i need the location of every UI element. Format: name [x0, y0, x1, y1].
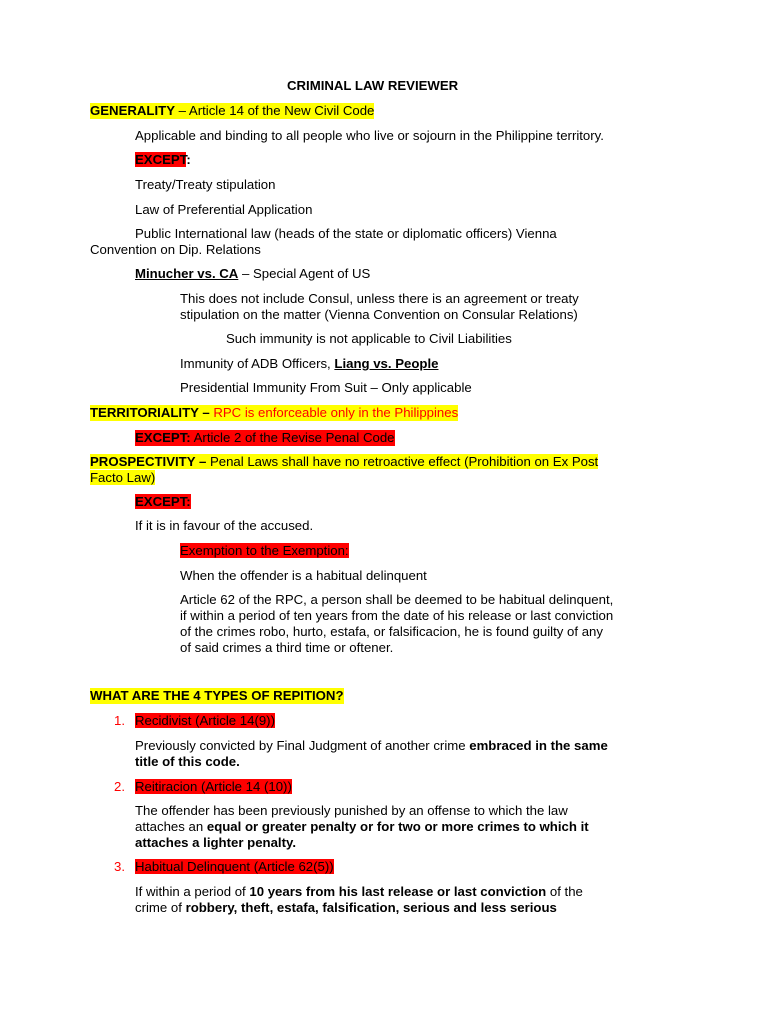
art62-line4: of said crimes a third time or oftener. [180, 640, 394, 655]
generality-except [135, 152, 191, 168]
art62-line2: if within a period of ten years from the date of his release or last conviction [180, 608, 614, 623]
territoriality-heading-rest: RPC is enforceable only in the Philippines [209, 405, 459, 420]
recidivist-desc-line2: title of this code. [135, 754, 240, 769]
prospectivity-except [135, 494, 191, 510]
habitual-desc-bold: 10 years from his last release or last conviction [249, 884, 547, 899]
except-preferential: Law of Preferential Application [135, 202, 313, 217]
except-public-intl-line1: Public International law (heads of the state or diplomatic officers) Vienna [135, 226, 557, 241]
favour-accused: If it is in favour of the accused. [135, 518, 314, 533]
page-title: CRIMINAL LAW REVIEWER [287, 78, 459, 93]
art62-line1: Article 62 of the RPC, a person shall be deemed to be habitual delinquent, [180, 592, 614, 607]
reitiracion-desc-text: attaches an [135, 819, 207, 834]
recidivist-desc-line1 [135, 738, 608, 754]
except-public-intl-line2: Convention on Dip. Relations [90, 242, 261, 257]
reitiracion-desc-line1: The offender has been previously punished by an offense to which the law [135, 803, 568, 818]
territoriality-heading [90, 405, 458, 421]
territoriality-except-rest: Article 2 of the Revise Penal Code [190, 430, 395, 445]
prospectivity-heading-label: PROSPECTIVITY – [90, 454, 207, 469]
habitual-desc-bold2: robbery, theft, estafa, falsification, serious and less serious [185, 900, 557, 915]
territoriality-except-label: EXCEPT: [135, 430, 191, 445]
recidivist-desc-bold: embraced in the same [469, 738, 608, 753]
generality-heading [90, 103, 374, 119]
list-item-label [135, 713, 275, 729]
art62-line3: of the crimes robo, hurto, estafa, or falsificacion, he is found guilty of any [180, 624, 603, 639]
habitual-desc-text: If within a period of [135, 884, 250, 899]
recidivist-desc-text: Previously convicted by Final Judgment of another crime [135, 738, 470, 753]
recidivist-label: Recidivist (Article 14(9)) [135, 713, 275, 728]
list-item-number: 3. [114, 859, 125, 874]
territoriality-heading-label: TERRITORIALITY – [90, 405, 210, 420]
generality-heading-rest: – Article 14 of the New Civil Code [175, 103, 375, 118]
reitiracion-desc-line3: attaches a lighter penalty. [135, 835, 296, 850]
adb-case: Liang vs. People [334, 356, 439, 371]
prospectivity-except-label: EXCEPT: [135, 494, 191, 509]
prospectivity-heading-rest2: Facto Law) [90, 470, 156, 485]
prospectivity-heading-rest1: Penal Laws shall have no retroactive effect (Prohibition on Ex Post [206, 454, 599, 469]
reitiracion-label: Reitiracion (Article 14 (10)) [135, 779, 292, 794]
list-item-number: 1. [114, 713, 125, 728]
exemption-label: Exemption to the Exemption: [180, 543, 349, 558]
reitiracion-desc-line2 [135, 819, 589, 835]
repition-heading: WHAT ARE THE 4 TYPES OF REPITION? [90, 688, 344, 703]
immunity-civil: Such immunity is not applicable to Civil Liabilities [226, 331, 512, 346]
consul-line2: stipulation on the matter (Vienna Convention on Consular Relations) [180, 307, 578, 322]
habitual-label: Habitual Delinquent (Article 62(5)) [135, 859, 334, 874]
presidential-immunity: Presidential Immunity From Suit – Only applicable [180, 380, 472, 395]
habitual-desc-line2 [135, 900, 557, 916]
prospectivity-heading-line2 [90, 470, 155, 486]
minucher-line [135, 266, 370, 282]
list-item-label [135, 779, 292, 795]
reitiracion-desc-bold: equal or greater penalty or for two or more crimes to which it [206, 819, 589, 834]
habitual-desc-text2: crime of [135, 900, 186, 915]
prospectivity-heading-line1 [90, 454, 598, 470]
generality-except-colon: : [186, 152, 191, 167]
list-item-label [135, 859, 334, 875]
exemption-line [180, 543, 349, 559]
habitual-delinquent: When the offender is a habitual delinquent [180, 568, 427, 583]
minucher-rest: – Special Agent of US [238, 266, 371, 281]
minucher-case: Minucher vs. CA [135, 266, 239, 281]
habitual-desc-line1 [135, 884, 583, 900]
consul-line1: This does not include Consul, unless there is an agreement or treaty [180, 291, 579, 306]
generality-applicable: Applicable and binding to all people who live or sojourn in the Philippine territory. [135, 128, 604, 143]
list-item-number: 2. [114, 779, 125, 794]
except-treaty: Treaty/Treaty stipulation [135, 177, 276, 192]
habitual-desc-text-end: of the [546, 884, 583, 899]
territoriality-except [135, 430, 395, 446]
adb-text: Immunity of ADB Officers, [180, 356, 335, 371]
generality-except-label: EXCEPT [135, 152, 187, 167]
adb-line [180, 356, 438, 372]
generality-heading-label: GENERALITY [90, 103, 175, 118]
